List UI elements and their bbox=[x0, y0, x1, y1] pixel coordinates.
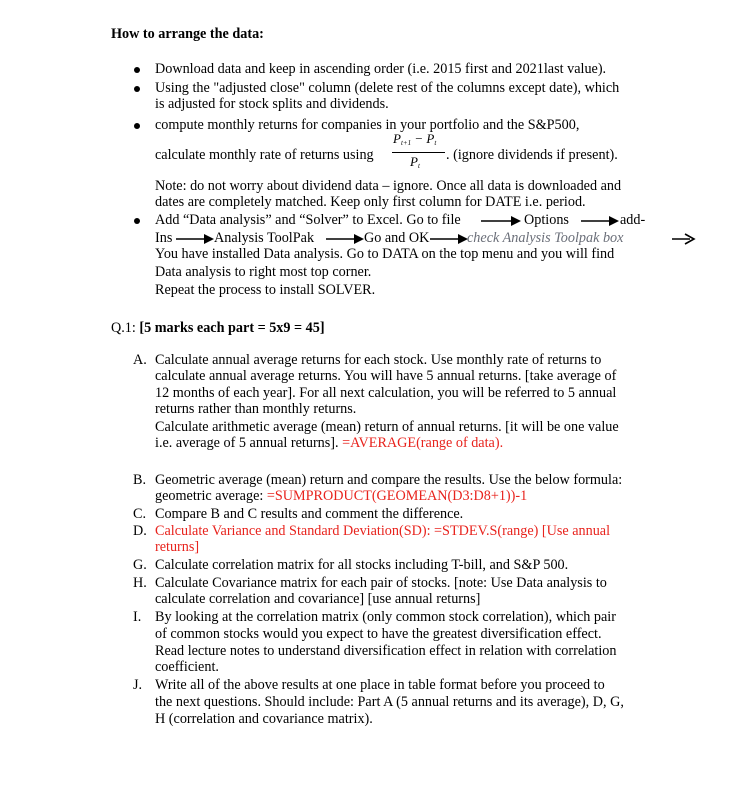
formula-sub-den: t bbox=[417, 162, 420, 170]
page-heading: How to arrange the data: bbox=[111, 26, 264, 42]
part-h-line-2: calculate correlation and covariance] [use annual returns] bbox=[155, 591, 481, 607]
part-j-line-1: Write all of the above results at one place in table format before you proceed to bbox=[155, 677, 605, 693]
part-h-line-1: Calculate Covariance matrix for each pair of stocks. [note: Use Data analysis to bbox=[155, 575, 607, 591]
part-i-line-3: Read lecture notes to understand diversification effect in relation with correlation bbox=[155, 643, 617, 659]
part-letter: J. bbox=[133, 677, 143, 693]
add-ins-label-part-2: Ins bbox=[155, 230, 173, 246]
formula-sub-next: t+1 bbox=[400, 139, 412, 147]
arrow-right-icon bbox=[481, 215, 521, 227]
bullet-2-line-1: Using the "adjusted close" column (delete rest of the columns except date), which bbox=[155, 80, 620, 96]
formula-p: P bbox=[410, 154, 418, 169]
part-i-line-1: By looking at the correlation matrix (only common stock correlation), which pair bbox=[155, 609, 616, 625]
part-a-line-6-text: i.e. average of 5 annual returns]. bbox=[155, 435, 343, 451]
part-letter: G. bbox=[133, 557, 147, 573]
bullet-4-line-4: Data analysis to right most top corner. bbox=[155, 264, 372, 280]
formula-sub-current: t bbox=[434, 139, 437, 147]
part-d-line-2: returns] bbox=[155, 539, 200, 555]
formula-after: . (ignore dividends if present). bbox=[446, 147, 618, 163]
part-a-line-3: 12 months of each year]. For all next calculation, you will be referred to 5 annual bbox=[155, 385, 617, 401]
part-g-text: Calculate correlation matrix for all stocks including T-bill, and S&P 500. bbox=[155, 557, 569, 573]
note-line-2: dates are completely matched. Keep only first column for DATE i.e. period. bbox=[155, 194, 586, 210]
formula-p: P bbox=[426, 131, 435, 146]
part-letter: A. bbox=[133, 352, 147, 368]
formula-numerator bbox=[393, 132, 436, 150]
formula-minus: − bbox=[414, 131, 424, 146]
arrow-right-icon bbox=[672, 233, 696, 245]
question-heading bbox=[111, 320, 325, 336]
part-j-line-3: H (correlation and covariance matrix). bbox=[155, 711, 373, 727]
part-letter: H. bbox=[133, 575, 147, 591]
bullet-4-line-1: Add “Data analysis” and “Solver” to Excel. Go to file bbox=[155, 212, 461, 228]
part-letter: I. bbox=[133, 609, 142, 625]
bullet-dot bbox=[134, 67, 140, 73]
part-i-line-2: of common stocks would you expect to have the greatest diversification effect. bbox=[155, 626, 602, 642]
question-label: Q.1: bbox=[111, 320, 136, 336]
bullet-3-text: compute monthly returns for companies in your portfolio and the S&P500, bbox=[155, 117, 580, 133]
part-i-line-4: coefficient. bbox=[155, 659, 219, 675]
part-a-line-4: returns rather than monthly returns. bbox=[155, 401, 357, 417]
part-letter: B. bbox=[133, 472, 147, 488]
part-b-line-1: Geometric average (mean) return and compare the results. Use the below formula: bbox=[155, 472, 623, 488]
go-ok-label: Go and OK bbox=[364, 230, 430, 246]
bullet-1-text: Download data and keep in ascending order (i.e. 2015 first and 2021last value). bbox=[155, 61, 607, 77]
arrow-right-icon bbox=[581, 215, 619, 227]
bullet-4-line-5: Repeat the process to install SOLVER. bbox=[155, 282, 376, 298]
formula-p: P bbox=[393, 131, 401, 146]
question-marks: [5 marks each part = 5x9 = 45] bbox=[139, 320, 325, 336]
check-toolpak-label: check Analysis Toolpak box bbox=[467, 230, 624, 246]
analysis-toolpak-label: Analysis ToolPak bbox=[214, 230, 315, 246]
bullet-dot bbox=[134, 86, 140, 92]
formula-fraction-bar bbox=[392, 152, 445, 153]
part-b-line-2-text: geometric average: bbox=[155, 488, 267, 504]
formula-denominator bbox=[410, 155, 420, 173]
part-letter: C. bbox=[133, 506, 147, 522]
formula-intro: calculate monthly rate of returns using bbox=[155, 147, 374, 163]
average-formula: =AVERAGE(range of data). bbox=[342, 435, 504, 451]
arrow-right-icon bbox=[176, 233, 214, 245]
part-a-line-1: Calculate annual average returns for each stock. Use monthly rate of returns to bbox=[155, 352, 602, 368]
arrow-right-icon bbox=[430, 233, 468, 245]
part-a-line-5: Calculate arithmetic average (mean) return of annual returns. [it will be one value bbox=[155, 419, 619, 435]
part-letter: D. bbox=[133, 523, 147, 539]
options-label: Options bbox=[524, 212, 569, 228]
bullet-4-line-3: You have installed Data analysis. Go to DATA on the top menu and you will find bbox=[155, 246, 615, 262]
part-a-line-6 bbox=[155, 435, 503, 451]
bullet-dot bbox=[134, 123, 140, 129]
part-b-line-2 bbox=[155, 488, 527, 504]
add-ins-label-part-1: add- bbox=[620, 212, 646, 228]
part-d-line-1: Calculate Variance and Standard Deviation(SD): =STDEV.S(range) [Use annual bbox=[155, 523, 611, 539]
part-c-text: Compare B and C results and comment the difference. bbox=[155, 506, 464, 522]
part-j-line-2: the next questions. Should include: Part A (5 annual returns and its average), D, G, bbox=[155, 694, 624, 710]
arrow-right-icon bbox=[326, 233, 364, 245]
geomean-formula: =SUMPRODUCT(GEOMEAN(D3:D8+1))-1 bbox=[266, 488, 528, 504]
bullet-2-line-2: is adjusted for stock splits and dividends. bbox=[155, 96, 389, 112]
bullet-dot bbox=[134, 218, 140, 224]
note-line-1: Note: do not worry about dividend data – ignore. Once all data is downloaded and bbox=[155, 178, 622, 194]
part-a-line-2: calculate annual average returns. You will have 5 annual returns. [take average of bbox=[155, 368, 617, 384]
